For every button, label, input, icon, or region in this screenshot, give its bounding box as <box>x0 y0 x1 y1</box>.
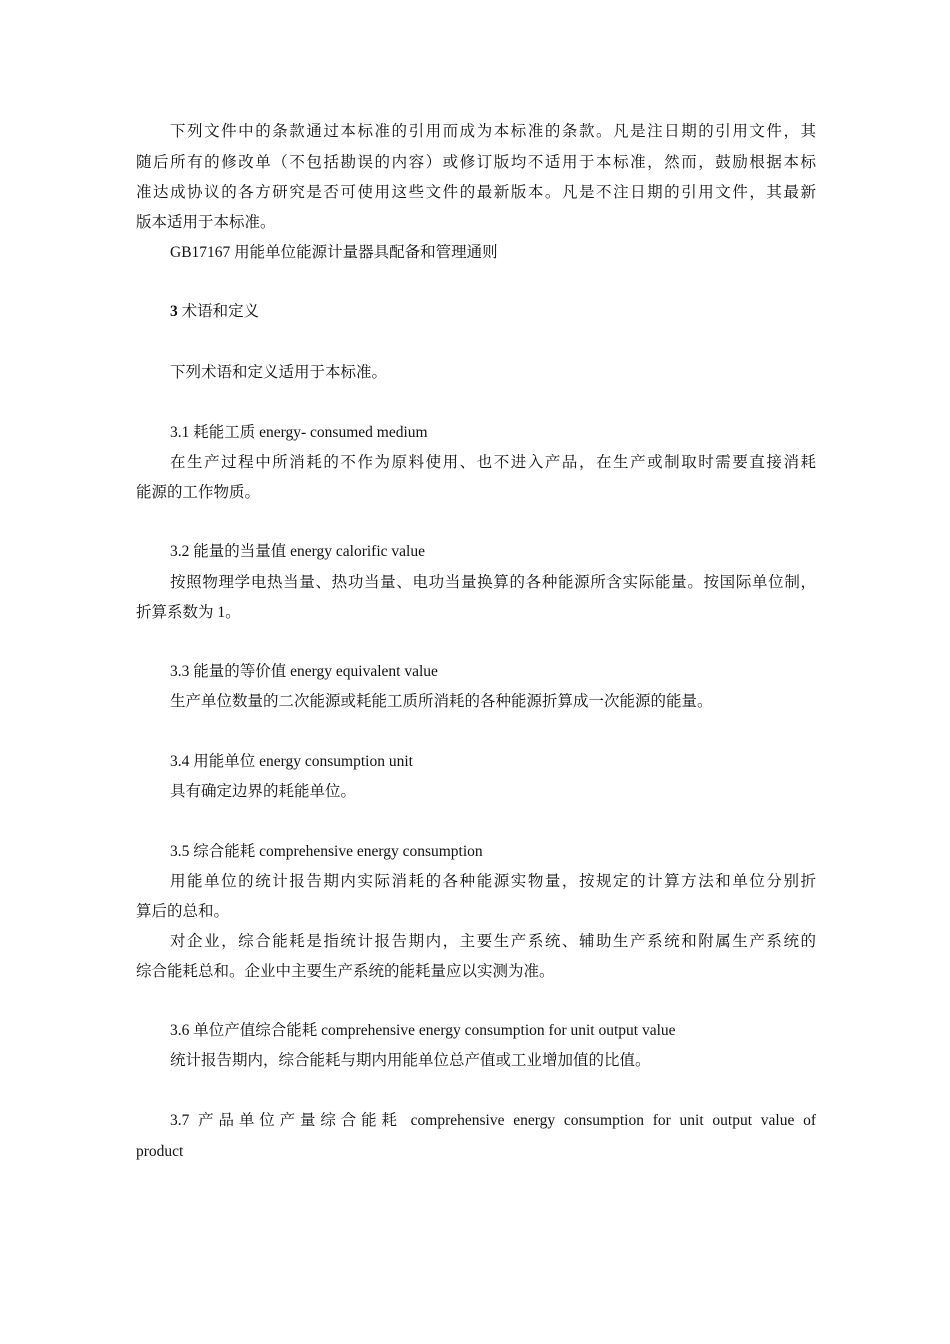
term-definition-line: 具有确定边界的耗能单位。 <box>170 783 357 800</box>
term-heading: 3.1 耗能工质 energy- consumed medium <box>170 424 428 441</box>
term-heading-continuation: product <box>136 1143 184 1160</box>
intro-paragraph-line: 下列文件中的条款通过本标准的引用而成为本标准的条款。凡是注日期的引用文件，其 <box>170 123 816 140</box>
intro-paragraph-line: 准达成协议的各方研究是否可使用这些文件的最新版本。凡是不注日期的引用文件，其最新 <box>136 184 816 201</box>
term-definition-line: 综合能耗总和。企业中主要生产系统的能耗量应以实测为准。 <box>136 963 555 980</box>
term-heading: 3.7 产品单位产量综合能耗 comprehensive energy consumption for unit output value of <box>170 1112 816 1129</box>
term-heading: 3.6 单位产值综合能耗 comprehensive energy consumption for unit output value <box>170 1022 676 1039</box>
term-definition-line: 用能单位的统计报告期内实际消耗的各种能源实物量，按规定的计算方法和单位分别折 <box>170 873 816 890</box>
reference-document: GB17167 用能单位能源计量器具配备和管理通则 <box>170 244 498 261</box>
term-heading: 3.2 能量的当量值 energy calorific value <box>170 543 425 560</box>
section-heading <box>170 297 816 327</box>
section-intro: 下列术语和定义适用于本标准。 <box>170 364 388 381</box>
term-definition-line: 统计报告期内，综合能耗与期内用能单位总产值或工业增加值的比值。 <box>170 1052 651 1069</box>
term-definition-line: 算后的总和。 <box>136 903 230 920</box>
section-title: 术语和定义 <box>177 303 260 320</box>
term-definition-line: 在生产过程中所消耗的不作为原料使用、也不进入产品，在生产或制取时需要直接消耗 <box>170 454 816 471</box>
section-number: 3 <box>170 303 178 320</box>
term-heading: 3.5 综合能耗 comprehensive energy consumption <box>170 843 483 860</box>
term-definition-line: 生产单位数量的二次能源或耗能工质所消耗的各种能源折算成一次能源的能量。 <box>170 693 713 710</box>
term-definition-line: 对企业，综合能耗是指统计报告期内，主要生产系统、辅助生产系统和附属生产系统的 <box>170 933 816 950</box>
intro-paragraph-line: 版本适用于本标准。 <box>136 214 276 231</box>
term-definition-line: 能源的工作物质。 <box>136 484 261 501</box>
term-heading: 3.3 能量的等价值 energy equivalent value <box>170 663 438 680</box>
term-heading: 3.4 用能单位 energy consumption unit <box>170 753 413 770</box>
intro-paragraph-line: 随后所有的修改单（不包括勘误的内容）或修订版均不适用于本标准，然而，鼓励根据本标 <box>136 154 816 171</box>
term-definition-line: 按照物理学电热当量、热功当量、电功当量换算的各种能源所含实际能量。按国际单位制， <box>170 574 816 591</box>
term-definition-line: 折算系数为 1。 <box>136 604 241 621</box>
